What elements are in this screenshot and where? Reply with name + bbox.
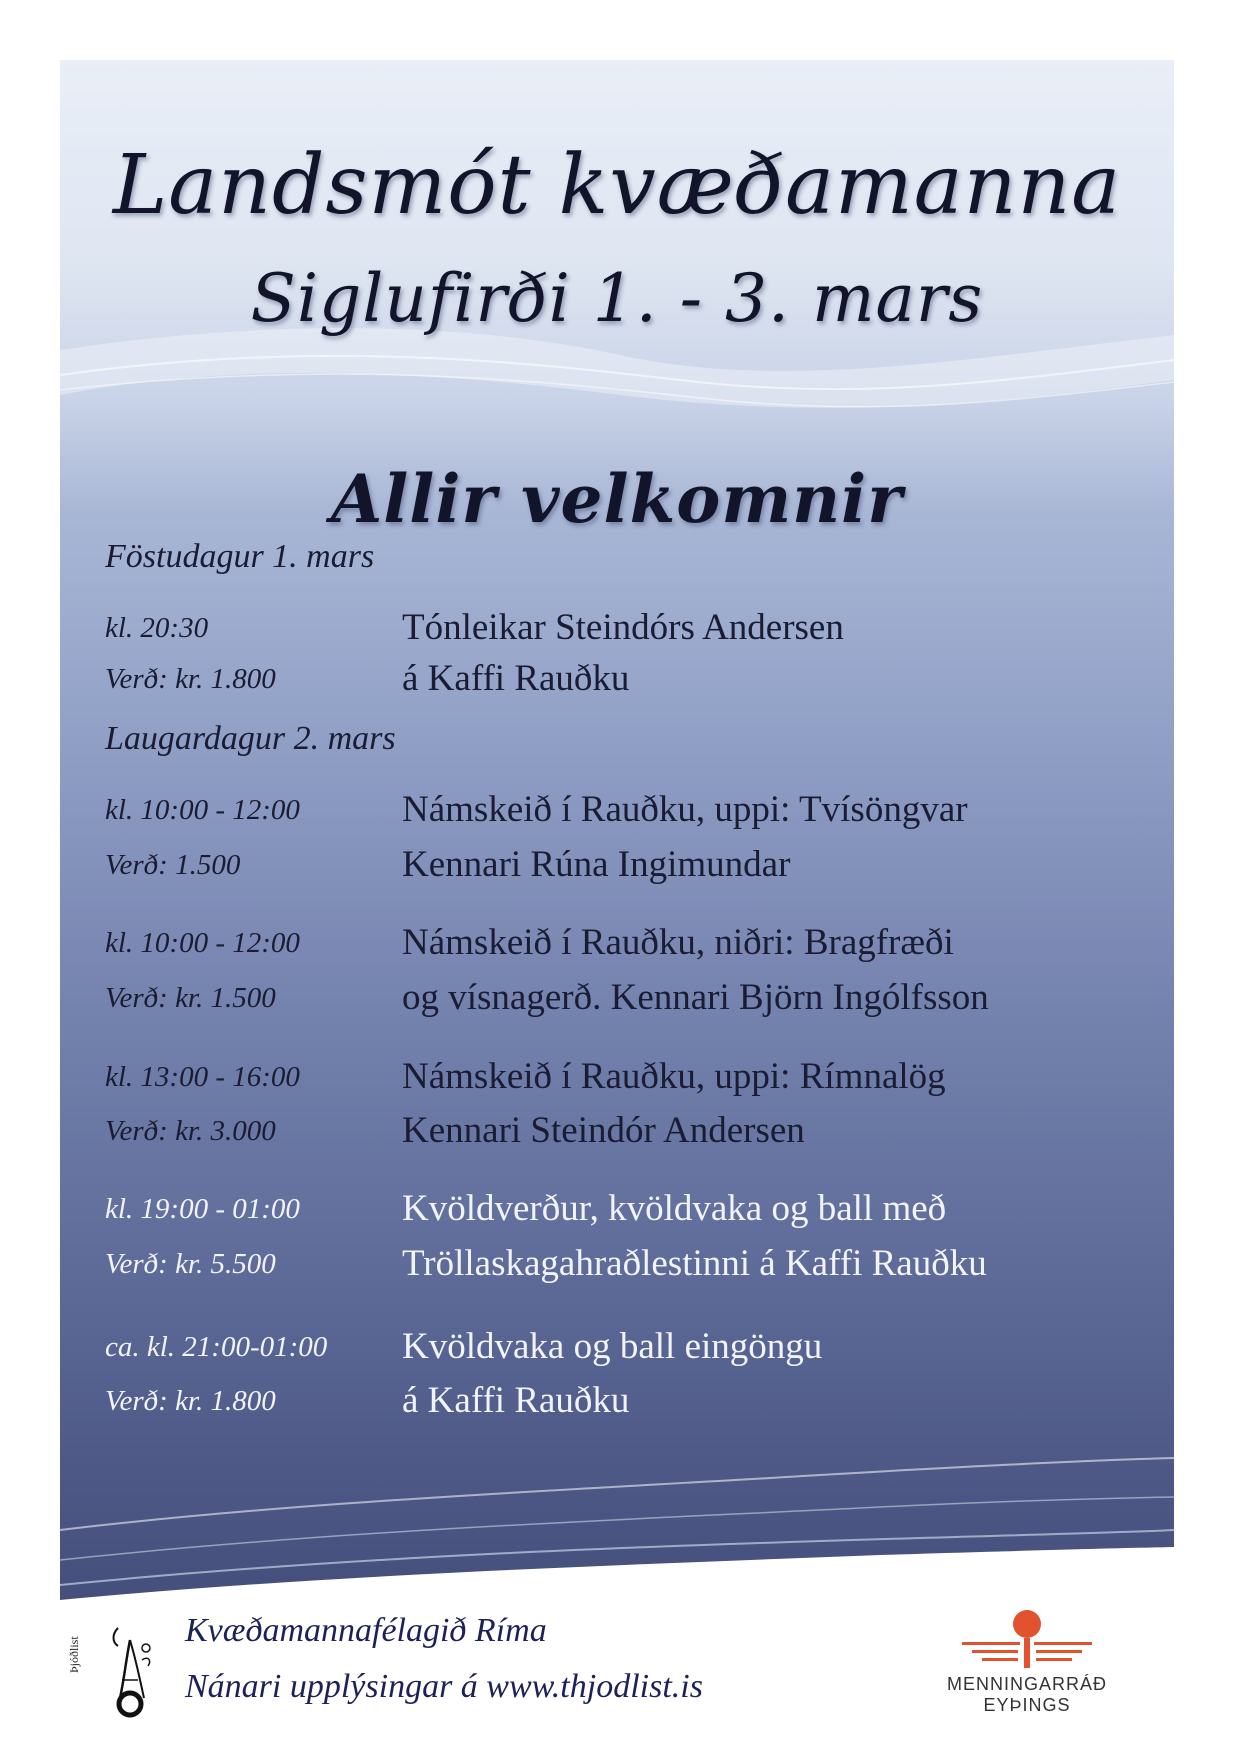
event-price: Verð: kr. 3.000 xyxy=(105,1115,276,1147)
event-line: á Kaffi Rauðku xyxy=(402,658,630,699)
event-time: kl. 19:00 - 01:00 xyxy=(105,1193,300,1225)
thjodlist-figure-icon xyxy=(100,1620,160,1720)
poster-title: Landsmót kvæðamanna xyxy=(112,138,1122,233)
event-price: Verð: kr. 5.500 xyxy=(105,1248,276,1280)
welcome-heading: Allir velkomnir xyxy=(330,460,903,538)
day-heading: Föstudagur 1. mars xyxy=(105,538,375,575)
event-time: ca. kl. 21:00-01:00 xyxy=(105,1331,328,1363)
event-line: Námskeið í Rauðku, niðri: Bragfræði xyxy=(402,922,954,963)
event-line: Tröllaskagahraðlestinni á Kaffi Rauðku xyxy=(402,1243,987,1284)
day-heading: Laugardagur 2. mars xyxy=(105,720,396,757)
event-time: kl. 10:00 - 12:00 xyxy=(105,794,300,826)
sponsor-line2: EYÞINGS xyxy=(983,1695,1071,1715)
event-line: Kvöldvaka og ball eingöngu xyxy=(402,1326,823,1367)
event-line: Námskeið í Rauðku, uppi: Tvísöngvar xyxy=(402,789,968,830)
organization-name: Kvæðamannafélagið Ríma xyxy=(185,1612,547,1649)
event-price: Verð: kr. 1.500 xyxy=(105,982,276,1014)
info-link-text[interactable]: Nánari upplýsingar á www.thjodlist.is xyxy=(185,1668,703,1705)
event-price: Verð: 1.500 xyxy=(105,849,241,881)
poster-subtitle: Siglufirði 1. - 3. mars xyxy=(250,260,984,337)
event-line: Námskeið í Rauðku, uppi: Rímnalög xyxy=(402,1056,946,1097)
sponsor-logo xyxy=(922,1608,1132,1718)
event-line: Tónleikar Steindórs Andersen xyxy=(402,607,844,648)
poster xyxy=(60,60,1174,1715)
event-line: Kennari Rúna Ingimundar xyxy=(402,844,791,885)
event-time: kl. 10:00 - 12:00 xyxy=(105,927,300,959)
event-line: og vísnagerð. Kennari Björn Ingólfsson xyxy=(402,977,989,1018)
event-line: á Kaffi Rauðku xyxy=(402,1380,630,1421)
event-line: Kennari Steindór Andersen xyxy=(402,1110,805,1151)
sponsor-line1: MENNINGARRÁÐ xyxy=(946,1674,1107,1694)
event-price: Verð: kr. 1.800 xyxy=(105,663,276,695)
event-line: Kvöldverður, kvöldvaka og ball með xyxy=(402,1188,947,1229)
sun-horizon-icon xyxy=(922,1608,1132,1678)
event-time: kl. 13:00 - 16:00 xyxy=(105,1061,300,1093)
thjodlist-vertical-text: Þjóðlist xyxy=(67,1636,81,1674)
event-price: Verð: kr. 1.800 xyxy=(105,1385,276,1417)
event-time: kl. 20:30 xyxy=(105,612,209,644)
